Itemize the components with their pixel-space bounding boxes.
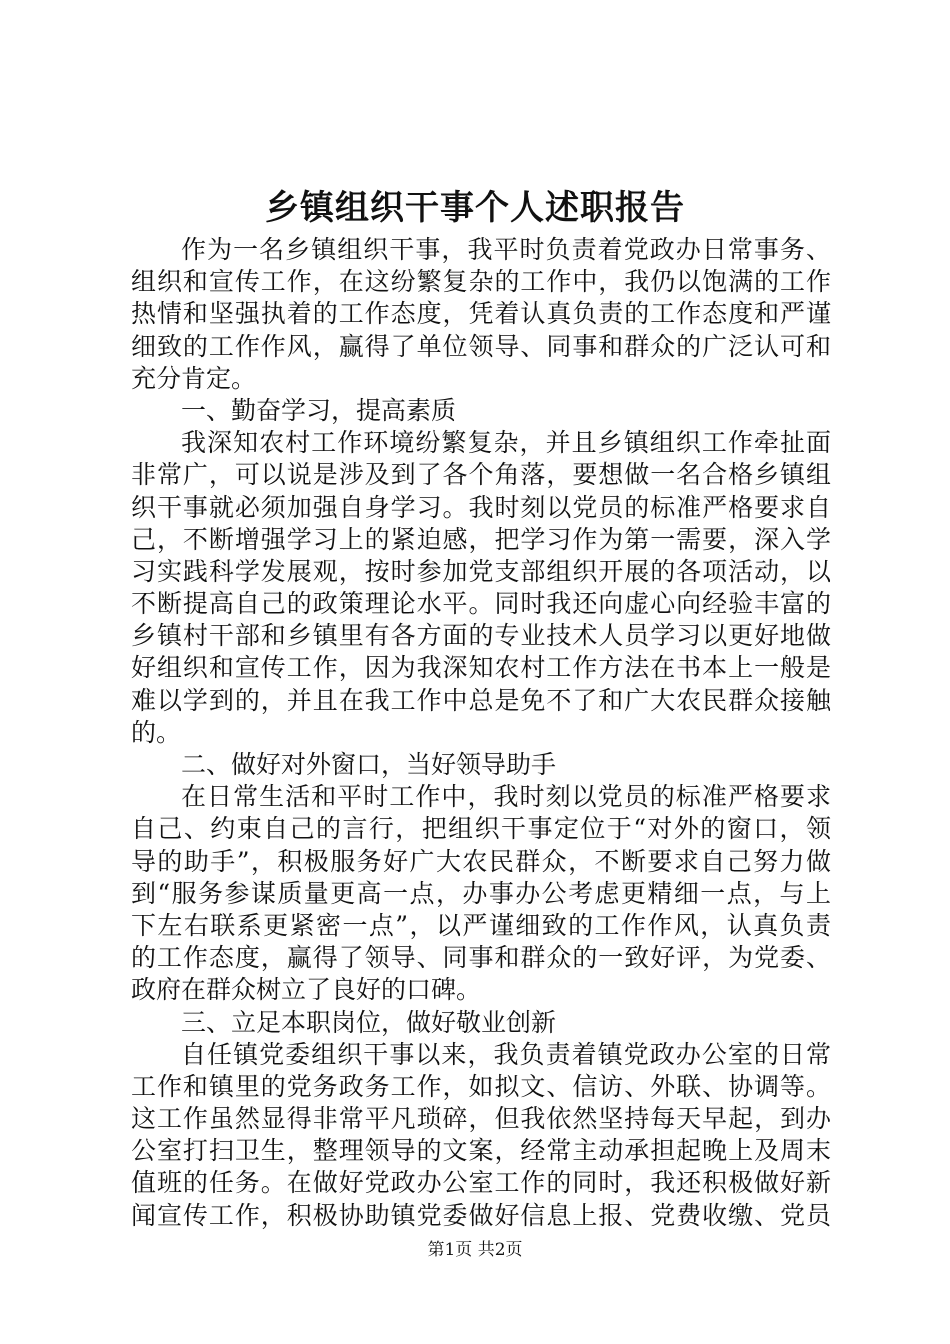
text-line: 下左右联系更紧密一点”，以严谨细致的工作作风，认真负责 <box>131 910 831 940</box>
text-line: 习实践科学发展观，按时参加党支部组织开展的各项活动，以 <box>131 556 831 586</box>
text-line: 自任镇党委组织干事以来，我负责着镇党政办公室的日常 <box>181 1039 831 1069</box>
section-heading: 二、做好对外窗口，当好领导助手 <box>181 750 557 779</box>
text-line: 好组织和宣传工作，因为我深知农村工作方法在书本上一般是 <box>131 653 831 683</box>
text-line: 值班的任务。在做好党政办公室工作的同时，我还积极做好新 <box>131 1168 831 1198</box>
section-heading: 一、勤奋学习，提高素质 <box>181 395 457 425</box>
section-heading: 三、立足本职岗位，做好敬业创新 <box>181 1007 557 1037</box>
document-title: 乡镇组织干事个人述职报告 <box>265 188 685 228</box>
text-line: 充分肯定。 <box>131 363 257 393</box>
text-line: 作为一名乡镇组织干事，我平时负责着党政办日常事务、 <box>181 235 831 264</box>
text-line: 难以学到的，并且在我工作中总是免不了和广大农民群众接触 <box>131 685 831 715</box>
text-line: 工作和镇里的党务政务工作，如拟文、信访、外联、协调等。 <box>131 1071 831 1101</box>
text-line: 闻宣传工作，积极协助镇党委做好信息上报、党费收缴、党员 <box>131 1200 831 1230</box>
document-body <box>131 234 831 1232</box>
text-line: 组织和宣传工作，在这纷繁复杂的工作中，我仍以饱满的工作 <box>131 267 831 297</box>
text-line: 不断提高自己的政策理论水平。同时我还向虚心向经验丰富的 <box>131 589 831 619</box>
text-line: 我深知农村工作环境纷繁复杂，并且乡镇组织工作牵扯面 <box>181 428 831 458</box>
text-line: 乡镇村干部和乡镇里有各方面的专业技术人员学习以更好地做 <box>131 621 831 651</box>
text-line: 的。 <box>131 717 182 747</box>
text-line: 在日常生活和平时工作中，我时刻以党员的标准严格要求 <box>181 782 831 812</box>
text-line: 己，不断增强学习上的紧迫感，把学习作为第一需要，深入学 <box>131 524 831 554</box>
text-line: 非常广，可以说是涉及到了各个角落，要想做一名合格乡镇组 <box>131 460 831 490</box>
text-line: 导的助手”，积极服务好广大农民群众，不断要求自己努力做 <box>131 846 831 876</box>
text-line: 这工作虽然显得非常平凡琐碎，但我依然坚持每天早起，到办 <box>131 1104 831 1134</box>
text-line: 细致的工作作风，赢得了单位领导、同事和群众的广泛认可和 <box>131 331 831 361</box>
text-line: 公室打扫卫生，整理领导的文案，经常主动承担起晚上及周末 <box>131 1136 831 1166</box>
text-line: 热情和坚强执着的工作态度，凭着认真负责的工作态度和严谨 <box>131 299 831 329</box>
text-line: 的工作态度，赢得了领导、同事和群众的一致好评，为党委、 <box>131 943 831 973</box>
text-line: 政府在群众树立了良好的口碑。 <box>131 975 482 1005</box>
page-footer: 第1页 共2页 <box>427 1240 523 1260</box>
text-line: 到“服务参谋质量更高一点，办事办公考虑更精细一点，与上 <box>131 878 831 908</box>
text-line: 自己、约束自己的言行，把组织干事定位于“对外的窗口，领 <box>131 814 831 844</box>
text-line: 织干事就必须加强自身学习。我时刻以党员的标准严格要求自 <box>131 492 831 522</box>
